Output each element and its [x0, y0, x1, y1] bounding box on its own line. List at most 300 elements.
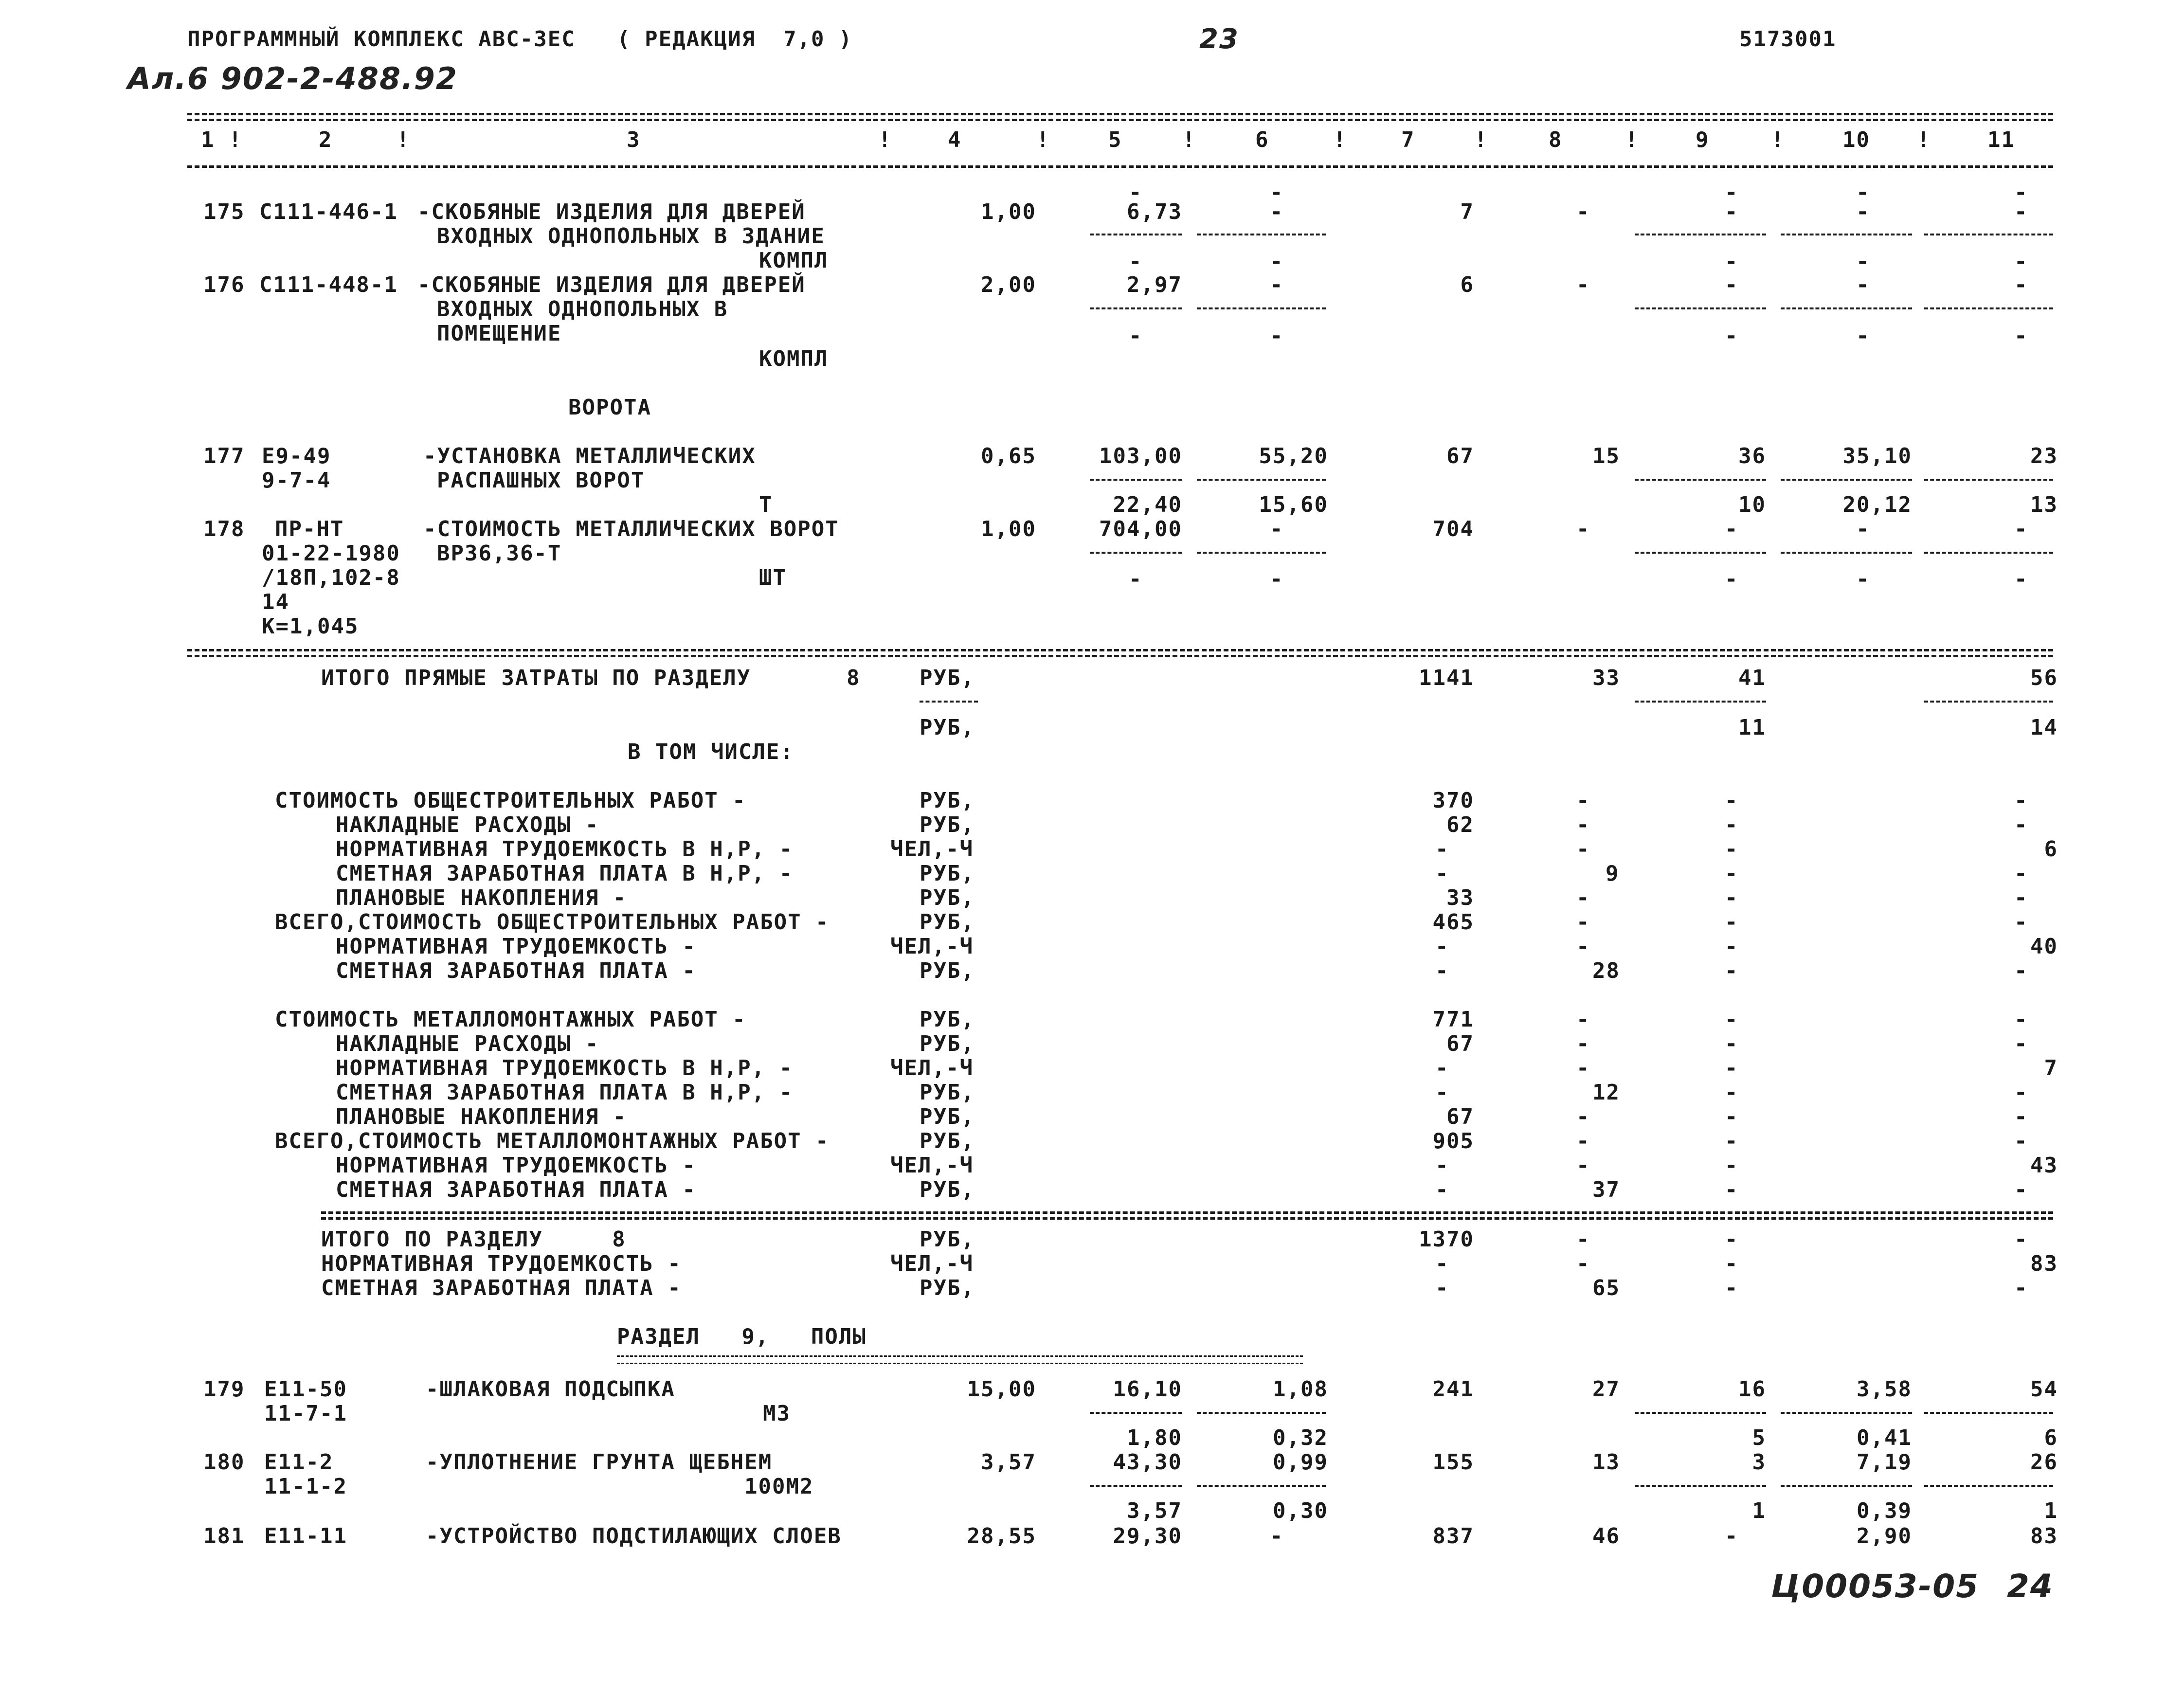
row-code: 01-22-1980: [262, 541, 400, 566]
summary-unit: ЧЕЛ,-Ч: [890, 1056, 974, 1081]
dash: -: [1270, 567, 1284, 592]
summary-c7: 465: [1432, 910, 1474, 935]
row-description: -УСТАНОВКА МЕТАЛЛИЧЕСКИХ: [423, 444, 756, 469]
section-total-rule: [321, 1211, 2053, 1214]
dash: -: [2014, 249, 2028, 274]
summary-c11: -: [2014, 1177, 2028, 1202]
col-header-5: 5: [1108, 127, 1122, 152]
summary-c7: -: [1435, 934, 1449, 959]
summary-c9: -: [1725, 958, 1739, 983]
totals-section-no: 8: [847, 666, 861, 690]
row-number: 177: [203, 444, 245, 469]
section-total-unit: ЧЕЛ,-Ч: [890, 1251, 974, 1276]
summary-c7: 370: [1432, 788, 1474, 813]
row-c6-sub: 0,30: [1273, 1498, 1328, 1523]
summary-c7: 771: [1432, 1007, 1474, 1032]
summary-c9: -: [1725, 1104, 1739, 1129]
dash: -: [1856, 567, 1870, 592]
row-total: 6: [1460, 272, 1474, 297]
summary-c8: 28: [1592, 958, 1620, 983]
row-c9: 3: [1752, 1450, 1766, 1475]
sub-rule: [1090, 307, 1182, 309]
row-code: 14: [262, 590, 289, 614]
row-c6-sub: 15,60: [1259, 492, 1328, 517]
summary-c7: 62: [1446, 812, 1474, 837]
col-header-2: 2: [319, 127, 333, 152]
summary-c7: -: [1435, 1056, 1449, 1081]
summary-c8: -: [1576, 910, 1590, 935]
section-total-unit: РУБ,: [920, 1227, 975, 1252]
row-c6: -: [1270, 517, 1284, 541]
summary-c9: -: [1725, 1007, 1739, 1032]
row-c10: -: [1856, 517, 1870, 541]
sub-rule: [1197, 1485, 1326, 1487]
totals-unit: РУБ,: [920, 666, 975, 690]
summary-label: СМЕТНАЯ ЗАРАБОТНАЯ ПЛАТА В Н,Р, -: [336, 1080, 794, 1105]
section-total-label: НОРМАТИВНАЯ ТРУДОЕМКОСТЬ -: [321, 1251, 682, 1276]
summary-c11: -: [2014, 885, 2028, 910]
row-description: -СТОИМОСТЬ МЕТАЛЛИЧЕСКИХ ВОРОТ: [423, 517, 839, 541]
top-rule-2: [187, 119, 2053, 121]
row-c11: 26: [2030, 1450, 2058, 1475]
dash: -: [1129, 324, 1143, 348]
row-quantity: 1,00: [981, 517, 1036, 541]
summary-label: ВСЕГО,СТОИМОСТЬ ОБЩЕСТРОИТЕЛЬНЫХ РАБОТ -: [275, 910, 830, 935]
row-unit: 100М2: [744, 1474, 814, 1499]
totals-c7: 1141: [1419, 666, 1474, 690]
row-code: 9-7-4: [262, 468, 331, 493]
summary-c9: -: [1725, 1056, 1739, 1081]
summary-c7: 67: [1446, 1031, 1474, 1056]
document-code: 5173001: [1739, 27, 1837, 52]
row-unit-price: 6,73: [1127, 199, 1182, 224]
row-number: 175: [203, 199, 245, 224]
page-number: 23: [1199, 23, 1239, 55]
summary-c11: -: [2014, 1080, 2028, 1105]
summary-c11: -: [2014, 958, 2028, 983]
col-header-1: 1: [201, 127, 215, 152]
summary-label: СМЕТНАЯ ЗАРАБОТНАЯ ПЛАТА -: [336, 958, 696, 983]
row-unit: М3: [763, 1401, 791, 1426]
sub-rule: [1635, 1412, 1766, 1414]
summary-c11: -: [2014, 1007, 2028, 1032]
totals-c11: 56: [2030, 666, 2058, 690]
summary-c9: -: [1725, 910, 1739, 935]
row-c11: 83: [2030, 1524, 2058, 1549]
row-unit: ШТ: [759, 565, 787, 590]
summary-label: НОРМАТИВНАЯ ТРУДОЕМКОСТЬ -: [336, 1153, 696, 1178]
row-c8: -: [1576, 272, 1590, 297]
row-code: Е9-49: [262, 444, 331, 469]
summary-c9: -: [1725, 788, 1739, 813]
summary-c11: -: [2014, 910, 2028, 935]
col-sep: !: [1917, 127, 1931, 152]
row-c9-sub: 1: [1752, 1498, 1766, 1523]
sub-rule: [1924, 1485, 2053, 1487]
row-number: 178: [203, 517, 245, 541]
row-c10-sub: 0,41: [1857, 1425, 1912, 1450]
row-c6-sub: 0,32: [1273, 1425, 1328, 1450]
summary-unit: РУБ,: [920, 1031, 975, 1056]
row-unit-price: 16,10: [1113, 1377, 1182, 1402]
row-description: ВР36,36-Т: [437, 541, 562, 566]
summary-unit: РУБ,: [920, 1129, 975, 1154]
row-c11: -: [2014, 517, 2028, 541]
summary-c7: 905: [1432, 1129, 1474, 1154]
row-c11: 23: [2030, 444, 2058, 469]
summary-unit: ЧЕЛ,-Ч: [890, 837, 974, 862]
row-c10-sub: 0,39: [1857, 1498, 1912, 1523]
summary-c7: 67: [1446, 1104, 1474, 1129]
summary-unit: ЧЕЛ,-Ч: [890, 934, 974, 959]
sub-rule: [1090, 552, 1182, 554]
totals-unit: РУБ,: [920, 715, 975, 740]
section-total-c11: 83: [2030, 1251, 2058, 1276]
row-c10: 35,10: [1842, 444, 1912, 469]
summary-c8: 37: [1592, 1177, 1620, 1202]
sub-rule: [1635, 479, 1766, 481]
row-code: /18П,102-8: [262, 565, 400, 590]
dash: -: [2014, 567, 2028, 592]
dash: -: [1129, 180, 1143, 205]
totals-c8: 33: [1592, 666, 1620, 690]
summary-c7: -: [1435, 1080, 1449, 1105]
row-description: -УПЛОТНЕНИЕ ГРУНТА ЩЕБНЕМ: [426, 1450, 773, 1475]
dash: -: [2014, 324, 2028, 348]
row-code: 11-7-1: [264, 1401, 347, 1426]
summary-c9: -: [1725, 812, 1739, 837]
sub-rule: [1197, 479, 1326, 481]
sub-rule: [920, 701, 978, 703]
summary-c8: 9: [1606, 861, 1620, 886]
row-quantity: 0,65: [981, 444, 1036, 469]
section-total-rule-2: [321, 1217, 2053, 1220]
summary-c9: -: [1725, 1031, 1739, 1056]
summary-c9: -: [1725, 1153, 1739, 1178]
col-header-7: 7: [1401, 127, 1415, 152]
section-9-underline: [617, 1355, 1303, 1364]
summary-unit: РУБ,: [920, 861, 975, 886]
summary-label: ПЛАНОВЫЕ НАКОПЛЕНИЯ -: [336, 885, 627, 910]
col-header-4: 4: [948, 127, 962, 152]
summary-unit: РУБ,: [920, 812, 975, 837]
sub-rule: [1781, 307, 1912, 309]
sub-rule: [1197, 307, 1326, 309]
summary-unit: РУБ,: [920, 885, 975, 910]
sub-rule: [1090, 1412, 1182, 1414]
summary-c9: -: [1725, 1080, 1739, 1105]
sub-rule: [1924, 234, 2053, 235]
section-total-c7: -: [1435, 1251, 1449, 1276]
row-unit: КОМПЛ: [759, 248, 829, 273]
dash: -: [1270, 249, 1284, 274]
row-c9: -: [1725, 517, 1739, 541]
sub-rule: [1924, 701, 2053, 703]
section-total-c9: -: [1725, 1251, 1739, 1276]
col-sep: !: [229, 127, 243, 152]
dash: -: [1725, 567, 1739, 592]
summary-c11: -: [2014, 861, 2028, 886]
row-unit: Т: [759, 492, 773, 517]
summary-c11: 43: [2030, 1153, 2058, 1178]
summary-label: СТОИМОСТЬ МЕТАЛЛОМОНТАЖНЫХ РАБОТ -: [275, 1007, 746, 1032]
summary-label: НАКЛАДНЫЕ РАСХОДЫ -: [336, 1031, 599, 1056]
row-c5-sub: 3,57: [1127, 1498, 1182, 1523]
row-c6: 1,08: [1273, 1377, 1328, 1402]
summary-unit: РУБ,: [920, 910, 975, 935]
row-c9: -: [1725, 272, 1739, 297]
summary-c11: 6: [2044, 837, 2058, 862]
row-number: 181: [203, 1524, 245, 1549]
section-9-title: РАЗДЕЛ 9, ПОЛЫ: [617, 1324, 866, 1349]
row-unit-price: 43,30: [1113, 1450, 1182, 1475]
row-c8: 15: [1592, 444, 1620, 469]
row-code: С111-446-1: [259, 199, 398, 224]
row-total: 704: [1432, 517, 1474, 541]
dash: -: [2014, 180, 2028, 205]
sub-rule: [1781, 479, 1912, 481]
row-quantity: 1,00: [981, 199, 1036, 224]
summary-c8: -: [1576, 1104, 1590, 1129]
sub-rule: [1781, 1412, 1912, 1414]
sub-rule: [1197, 234, 1326, 235]
row-c9: 16: [1738, 1377, 1766, 1402]
program-title: ПРОГРАММНЫЙ КОМПЛЕКС АВС-3ЕС ( РЕДАКЦИЯ 7,0 ): [187, 27, 853, 52]
row-unit: КОМПЛ: [759, 346, 829, 371]
row-number: 179: [203, 1377, 245, 1402]
dash: -: [1725, 324, 1739, 348]
row-total: 241: [1432, 1377, 1474, 1402]
row-description: ПОМЕЩЕНИЕ: [437, 321, 562, 346]
row-description: -СКОБЯНЫЕ ИЗДЕЛИЯ ДЛЯ ДВЕРЕЙ: [417, 199, 806, 224]
summary-c7: -: [1435, 861, 1449, 886]
summary-c7: -: [1435, 1153, 1449, 1178]
section-rule-2: [187, 655, 2053, 657]
header-rule: [187, 165, 2053, 168]
summary-c8: -: [1576, 1056, 1590, 1081]
summary-label: НОРМАТИВНАЯ ТРУДОЕМКОСТЬ -: [336, 934, 696, 959]
summary-c7: -: [1435, 837, 1449, 862]
sub-rule: [1635, 552, 1766, 554]
section-total-c7: -: [1435, 1276, 1449, 1300]
summary-c8: -: [1576, 1129, 1590, 1154]
summary-label: СМЕТНАЯ ЗАРАБОТНАЯ ПЛАТА -: [336, 1177, 696, 1202]
row-number: 176: [203, 272, 245, 297]
row-c6: -: [1270, 1524, 1284, 1549]
summary-c11: -: [2014, 1129, 2028, 1154]
row-c8: 13: [1592, 1450, 1620, 1475]
summary-label: НОРМАТИВНАЯ ТРУДОЕМКОСТЬ В Н,Р, -: [336, 837, 794, 862]
col-sep: !: [397, 127, 411, 152]
sub-rule: [1197, 1412, 1326, 1414]
summary-unit: РУБ,: [920, 788, 975, 813]
row-code: Е11-11: [264, 1524, 347, 1549]
row-c9: -: [1725, 1524, 1739, 1549]
row-c6: 55,20: [1259, 444, 1328, 469]
sub-rule: [1924, 552, 2053, 554]
row-code: 11-1-2: [264, 1474, 347, 1499]
row-description: ВХОДНЫХ ОДНОПОЛЬНЫХ В ЗДАНИЕ: [437, 224, 825, 249]
section-total-unit: РУБ,: [920, 1276, 975, 1300]
row-c11: 54: [2030, 1377, 2058, 1402]
section-total-c9: -: [1725, 1276, 1739, 1300]
row-c9-sub: 10: [1738, 492, 1766, 517]
summary-c11: -: [2014, 1104, 2028, 1129]
sub-rule: [1781, 1485, 1912, 1487]
including-label: В ТОМ ЧИСЛЕ:: [628, 739, 794, 764]
summary-label: СТОИМОСТЬ ОБЩЕСТРОИТЕЛЬНЫХ РАБОТ -: [275, 788, 746, 813]
row-c11-sub: 1: [2044, 1498, 2058, 1523]
col-sep: !: [1625, 127, 1639, 152]
sub-rule: [1635, 307, 1766, 309]
section-total-c8: -: [1576, 1251, 1590, 1276]
dash: -: [1270, 180, 1284, 205]
section-total-label: СМЕТНАЯ ЗАРАБОТНАЯ ПЛАТА -: [321, 1276, 682, 1300]
row-code: Е11-50: [264, 1377, 347, 1402]
summary-unit: РУБ,: [920, 1080, 975, 1105]
section-total-c7: 1370: [1419, 1227, 1474, 1252]
col-sep: !: [1474, 127, 1488, 152]
dash: -: [1856, 324, 1870, 348]
dash: -: [1725, 180, 1739, 205]
sub-rule: [1781, 234, 1912, 235]
row-c10: 3,58: [1857, 1377, 1912, 1402]
summary-c9: -: [1725, 1177, 1739, 1202]
row-c8: 27: [1592, 1377, 1620, 1402]
col-header-11: 11: [1987, 127, 2015, 152]
totals-c9-sub: 11: [1738, 715, 1766, 740]
summary-label: ПЛАНОВЫЕ НАКОПЛЕНИЯ -: [336, 1104, 627, 1129]
row-c9-sub: 5: [1752, 1425, 1766, 1450]
col-sep: !: [1036, 127, 1050, 152]
summary-label: НОРМАТИВНАЯ ТРУДОЕМКОСТЬ В Н,Р, -: [336, 1056, 794, 1081]
summary-c11: -: [2014, 1031, 2028, 1056]
summary-c7: -: [1435, 1177, 1449, 1202]
col-header-3: 3: [627, 127, 641, 152]
sub-rule: [1635, 701, 1766, 703]
sub-rule: [1090, 234, 1182, 235]
row-description: -ШЛАКОВАЯ ПОДСЫПКА: [426, 1377, 675, 1402]
summary-c7: 33: [1446, 885, 1474, 910]
row-c8: -: [1576, 517, 1590, 541]
row-c11: -: [2014, 199, 2028, 224]
row-unit-price: 704,00: [1099, 517, 1182, 541]
section-total-c8: -: [1576, 1227, 1590, 1252]
summary-label: СМЕТНАЯ ЗАРАБОТНАЯ ПЛАТА В Н,Р, -: [336, 861, 794, 886]
sub-rule: [1924, 307, 2053, 309]
row-number: 180: [203, 1450, 245, 1475]
row-description: -УСТРОЙСТВО ПОДСТИЛАЮЩИХ СЛОЕВ: [426, 1524, 842, 1549]
sub-rule: [1924, 479, 2053, 481]
row-code: Е11-2: [264, 1450, 334, 1475]
sub-rule: [1781, 552, 1912, 554]
handwritten-page: 24: [2007, 1568, 2054, 1605]
row-c8: -: [1576, 199, 1590, 224]
summary-c11: -: [2014, 788, 2028, 813]
summary-unit: РУБ,: [920, 1007, 975, 1032]
sub-rule: [1924, 1412, 2053, 1414]
row-unit-price: 2,97: [1127, 272, 1182, 297]
section-total-c11: -: [2014, 1276, 2028, 1300]
totals-label: ИТОГО ПРЯМЫЕ ЗАТРАТЫ ПО РАЗДЕЛУ: [321, 666, 751, 690]
dash: -: [1856, 180, 1870, 205]
row-c11-sub: 13: [2030, 492, 2058, 517]
row-c10: -: [1856, 199, 1870, 224]
row-c10-sub: 20,12: [1842, 492, 1912, 517]
col-sep: !: [1333, 127, 1347, 152]
row-description: РАСПАШНЫХ ВОРОТ: [437, 468, 645, 493]
summary-c9: -: [1725, 934, 1739, 959]
summary-c11: 7: [2044, 1056, 2058, 1081]
col-sep: !: [1182, 127, 1196, 152]
row-description: -СКОБЯНЫЕ ИЗДЕЛИЯ ДЛЯ ДВЕРЕЙ: [417, 272, 806, 297]
summary-unit: ЧЕЛ,-Ч: [890, 1153, 974, 1178]
row-total: 155: [1432, 1450, 1474, 1475]
handwritten-code: Ц00053-05: [1771, 1568, 1980, 1605]
col-header-9: 9: [1696, 127, 1710, 152]
summary-label: НАКЛАДНЫЕ РАСХОДЫ -: [336, 812, 599, 837]
row-c10: 7,19: [1857, 1450, 1912, 1475]
row-c9: 36: [1738, 444, 1766, 469]
totals-c9: 41: [1738, 666, 1766, 690]
section-total-c9: -: [1725, 1227, 1739, 1252]
row-code: С111-448-1: [259, 272, 398, 297]
summary-c11: -: [2014, 812, 2028, 837]
col-header-10: 10: [1842, 127, 1870, 152]
summary-c7: -: [1435, 958, 1449, 983]
dash: -: [1129, 249, 1143, 274]
sub-rule: [1090, 479, 1182, 481]
summary-label: ВСЕГО,СТОИМОСТЬ МЕТАЛЛОМОНТАЖНЫХ РАБОТ -: [275, 1129, 830, 1154]
summary-c8: 12: [1592, 1080, 1620, 1105]
row-c6: 0,99: [1273, 1450, 1328, 1475]
row-c10: 2,90: [1857, 1524, 1912, 1549]
summary-c9: -: [1725, 837, 1739, 862]
summary-c9: -: [1725, 885, 1739, 910]
sub-rule: [1635, 1485, 1766, 1487]
row-c6: -: [1270, 199, 1284, 224]
summary-c8: -: [1576, 1153, 1590, 1178]
top-rule: [187, 113, 2053, 115]
row-c5-sub: 1,80: [1127, 1425, 1182, 1450]
summary-c8: -: [1576, 1007, 1590, 1032]
row-c10: -: [1856, 272, 1870, 297]
row-c8: 46: [1592, 1524, 1620, 1549]
row-code: К=1,045: [262, 614, 359, 639]
summary-c8: -: [1576, 837, 1590, 862]
summary-c11: 40: [2030, 934, 2058, 959]
col-sep: !: [878, 127, 892, 152]
row-c11: -: [2014, 272, 2028, 297]
dash: -: [1856, 249, 1870, 274]
summary-c9: -: [1725, 1129, 1739, 1154]
row-c9: -: [1725, 199, 1739, 224]
row-quantity: 15,00: [967, 1377, 1036, 1402]
summary-unit: РУБ,: [920, 1104, 975, 1129]
row-code: ПР-НТ: [275, 517, 344, 541]
summary-c9: -: [1725, 861, 1739, 886]
totals-c11-sub: 14: [2030, 715, 2058, 740]
section-total-label: ИТОГО ПО РАЗДЕЛУ 8: [321, 1227, 626, 1252]
row-quantity: 2,00: [981, 272, 1036, 297]
row-c6: -: [1270, 272, 1284, 297]
summary-unit: РУБ,: [920, 1177, 975, 1202]
row-total: 7: [1460, 199, 1474, 224]
section-total-c8: 65: [1592, 1276, 1620, 1300]
subsection-title: ВОРОТА: [568, 395, 651, 420]
row-total: 837: [1432, 1524, 1474, 1549]
sub-rule: [1635, 234, 1766, 235]
